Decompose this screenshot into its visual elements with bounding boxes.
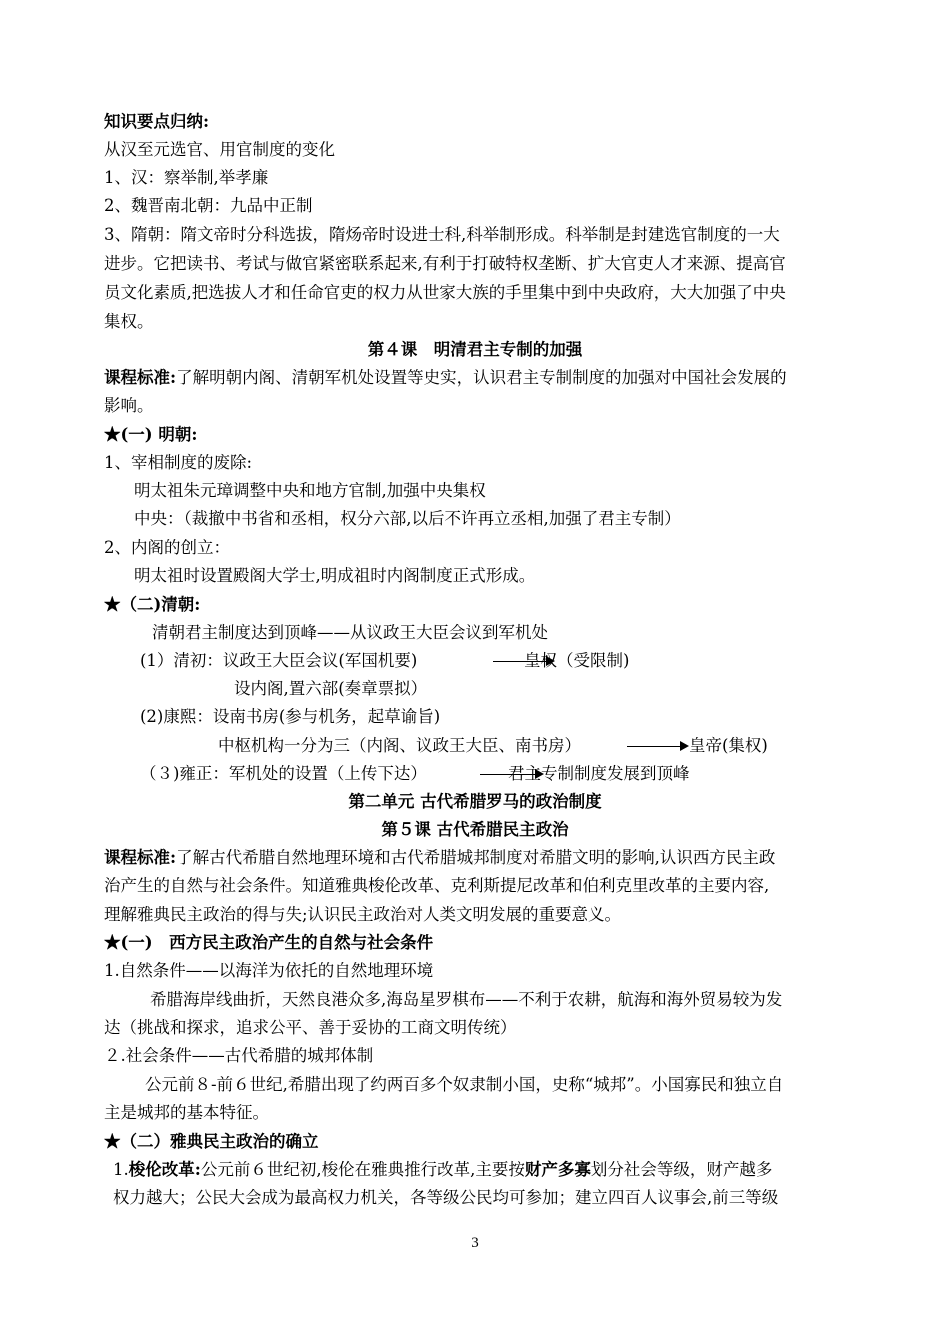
text-line: 清朝君主制度达到顶峰——从议政王大臣会议到军机处 (152, 623, 548, 642)
text-line: (2)康熙：设南书房(参与机务，起草谕旨) (140, 707, 441, 726)
text-line: 皇帝(集权) (689, 736, 768, 755)
arrow (627, 746, 687, 747)
lesson-title: 第４课 明清君主专制的加强 (367, 340, 583, 359)
text-line: 2、内阁的创立： (104, 538, 230, 557)
text-line: 主是城邦的基本特征。 (104, 1103, 269, 1122)
section-heading: ★（二)清朝: (104, 595, 201, 614)
text-line: ２.社会条件——古代希腊的城邦体制 (104, 1046, 374, 1065)
text-line: (1）清初：议政王大臣会议(军国机要) (140, 651, 418, 670)
text-line: 1、宰相制度的废除: (104, 453, 253, 472)
text-line: 进步。它把读书、考试与做官紧密联系起来,有利于打破特权垄断、扩大官吏人才来源、提高官 (104, 254, 786, 273)
text-line: 3、隋朝：隋文帝时分科选拔，隋炀帝时设进士科,科举制形成。科举制是封建选官制度的一大 (104, 225, 780, 244)
text-line: 希腊海岸线曲折，天然良港众多,海岛星罗棋布——不利于农耕，航海和海外贸易较为发 (150, 990, 783, 1009)
text-line: 课程标准:了解明朝内阁、清朝军机处设置等史实，认识君主专制制度的加强对中国社会发展的 (104, 368, 787, 387)
text-line: 从汉至元选官、用官制度的变化 (104, 140, 335, 159)
text-line: 1.自然条件——以海洋为依托的自然地理环境 (104, 961, 434, 980)
text-line: （３)雍正：军机处的设置（上传下达） (140, 764, 427, 783)
text-line: 皇权（受限制) (524, 651, 630, 670)
text-line: 1.梭伦改革:公元前６世纪初,梭伦在雅典推行改革,主要按财产多寡划分社会等级，财产越多 (113, 1160, 773, 1179)
section-heading: ★(一) 西方民主政治产生的自然与社会条件 (104, 933, 434, 952)
text-line: 中枢机构一分为三（内阁、议政王大臣、南书房） (218, 736, 581, 755)
text-line: 1、汉：察举制,举孝廉 (104, 168, 269, 187)
text-line: 达（挑战和探求，追求公平、善于妥协的工商文明传统） (104, 1018, 517, 1037)
label: 课程标准: (104, 368, 177, 387)
section-heading: ★（二）雅典民主政治的确立 (104, 1132, 319, 1151)
text-line: 治产生的自然与社会条件。知道雅典梭伦改革、克利斯提尼改革和伯利克里改革的主要内容, (104, 876, 770, 895)
text-line: 公元前８-前６世纪,希腊出现了约两百多个奴隶制小国，史称“城邦”。小国寡民和独立自 (145, 1075, 784, 1094)
text-line: 明太祖时设置殿阁大学士,明成祖时内阁制度正式形成。 (134, 566, 536, 585)
section-heading: ★(一) 明朝: (104, 425, 198, 444)
text-line: 君主专制制度发展到顶峰 (508, 764, 690, 783)
text-line: 理解雅典民主政治的得与失;认识民主政治对人类文明发展的重要意义。 (104, 905, 622, 924)
lesson-title: 第５课 古代希腊民主政治 (381, 820, 569, 839)
text-line: 中央：（裁撤中书省和丞相，权分六部,以后不许再立丞相,加强了君主专制） (134, 509, 681, 528)
text-line: 权力越大；公民大会成为最高权力机关，各等级公民均可参加；建立四百人议事会,前三等级 (113, 1188, 779, 1207)
text-line: 员文化素质,把选拔人才和任命官吏的权力从世家大族的手里集中到中央政府，大大加强了中央 (104, 283, 786, 302)
text-line: 2、魏晋南北朝：九品中正制 (104, 196, 313, 215)
label: 课程标准: (104, 848, 177, 867)
unit-title: 第二单元 古代希腊罗马的政治制度 (348, 792, 602, 811)
text-line: 影响。 (104, 396, 154, 415)
section-heading: 知识要点归纳: (104, 112, 210, 131)
text-line: 集权。 (104, 312, 154, 331)
text-line: 课程标准:了解古代希腊自然地理环境和古代希腊城邦制度对希腊文明的影响,认识西方民主政 (104, 848, 776, 867)
text-line: 明太祖朱元璋调整中央和地方官制,加强中央集权 (134, 481, 486, 500)
text-line: 设内阁,置六部(奏章票拟） (234, 679, 428, 698)
page-number: 3 (471, 1235, 479, 1251)
